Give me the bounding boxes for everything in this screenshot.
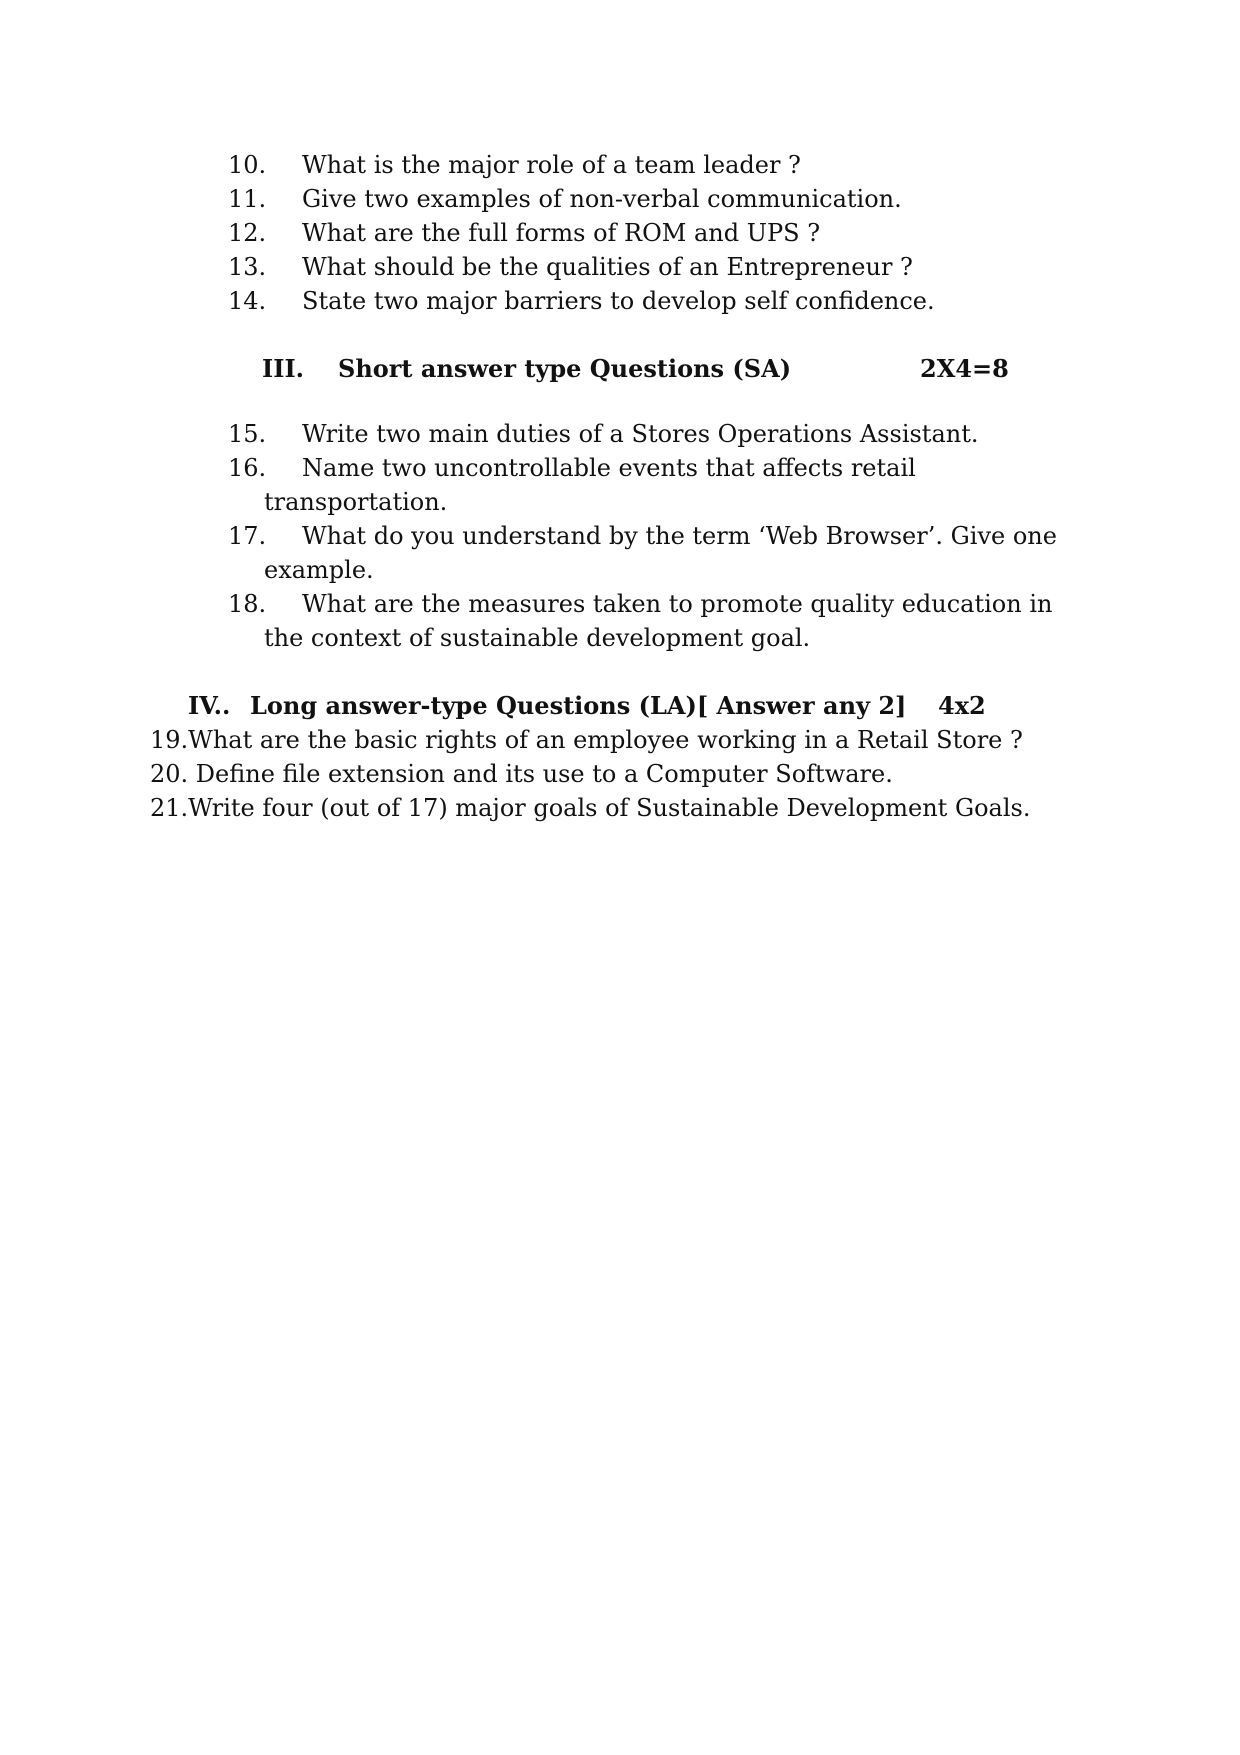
question-12 xyxy=(228,216,820,250)
question-19: 19.What are the basic rights of an employee working in a Retail Store ? xyxy=(150,726,1023,754)
section-4-heading xyxy=(188,689,906,723)
section-4-title: Long answer-type Questions (LA)[ Answer any 2] xyxy=(250,691,907,720)
question-13 xyxy=(228,250,913,284)
question-number: 14. xyxy=(228,287,267,315)
question-number: 13. xyxy=(228,253,267,281)
question-17 xyxy=(228,519,1057,553)
question-number: 11. xyxy=(228,185,267,213)
question-text: What are the measures taken to promote quality education in xyxy=(302,590,1053,618)
section-3-roman: III. xyxy=(262,354,305,383)
section-4-marks: 4x2 xyxy=(938,691,986,720)
question-number: 16. xyxy=(228,454,267,482)
question-text: What do you understand by the term ‘Web Browser’. Give one xyxy=(302,522,1057,550)
section-3-title: Short answer type Questions (SA) xyxy=(338,354,792,383)
question-15 xyxy=(228,417,979,451)
question-text: Write two main duties of a Stores Operations Assistant. xyxy=(302,420,979,448)
section-3-marks: 2X4=8 xyxy=(920,354,1009,383)
question-11 xyxy=(228,182,902,216)
question-20: 20. Define file extension and its use to a Computer Software. xyxy=(150,760,893,788)
question-16-continuation: transportation. xyxy=(264,488,448,516)
question-10 xyxy=(228,148,801,182)
question-18-continuation: the context of sustainable development goal. xyxy=(264,624,811,652)
question-text: Give two examples of non-verbal communication. xyxy=(302,185,902,213)
question-18 xyxy=(228,587,1052,621)
question-text: What are the full forms of ROM and UPS ? xyxy=(302,219,821,247)
question-14 xyxy=(228,284,935,318)
question-number: 12. xyxy=(228,219,267,247)
question-text: What should be the qualities of an Entrepreneur ? xyxy=(302,253,913,281)
question-number: 10. xyxy=(228,151,267,179)
question-text: What is the major role of a team leader ? xyxy=(302,151,801,179)
question-text: State two major barriers to develop self confidence. xyxy=(302,287,935,315)
section-4-roman: IV.. xyxy=(188,691,231,720)
question-number: 18. xyxy=(228,590,267,618)
section-3-heading xyxy=(262,352,791,386)
question-number: 17. xyxy=(228,522,267,550)
question-number: 15. xyxy=(228,420,267,448)
question-21: 21.Write four (out of 17) major goals of Sustainable Development Goals. xyxy=(150,794,1031,822)
question-17-continuation: example. xyxy=(264,556,374,584)
question-text: Name two uncontrollable events that affects retail xyxy=(302,454,916,482)
question-16 xyxy=(228,451,916,485)
